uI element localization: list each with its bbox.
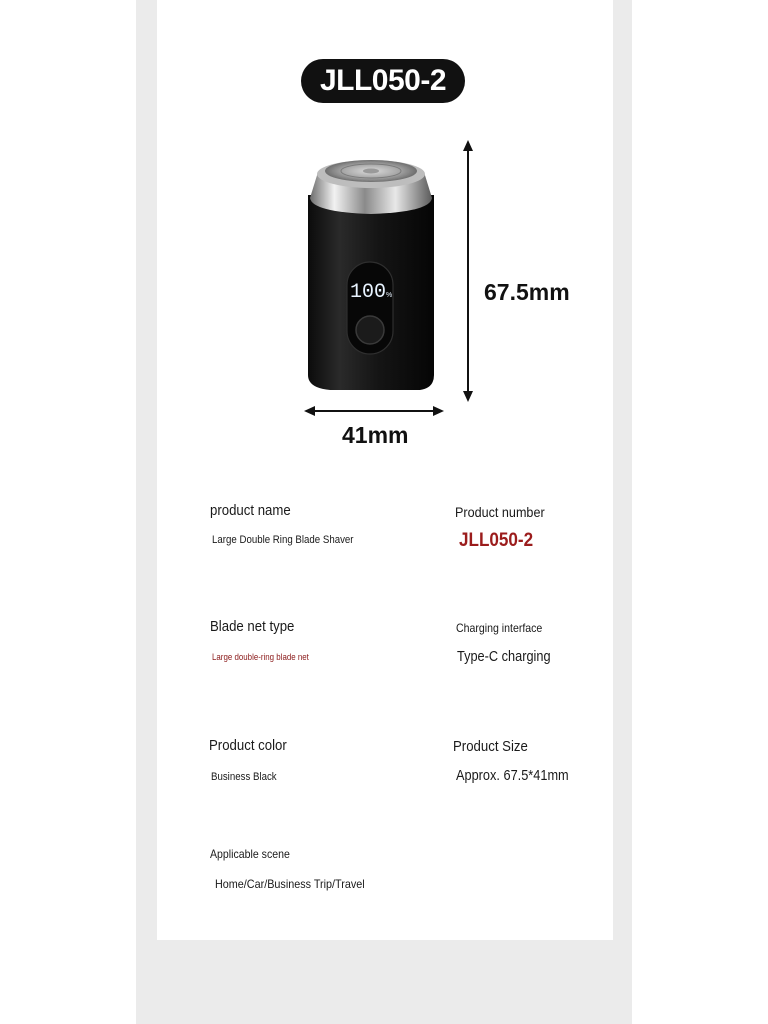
blade-net-label: Blade net type [210, 618, 295, 635]
product-size-value: Approx. 67.5*41mm [456, 767, 569, 784]
model-badge: JLL050-2 [301, 59, 465, 103]
height-dimension-arrow [458, 140, 478, 402]
product-number-value: JLL050-2 [459, 530, 534, 551]
blade-net-value: Large double-ring blade net [212, 652, 309, 662]
shaver-image [300, 150, 450, 395]
product-number-label: Product number [455, 504, 545, 520]
width-label: 41mm [342, 422, 409, 448]
applicable-scene-label: Applicable scene [210, 847, 290, 861]
battery-readout: 100 [349, 281, 387, 304]
height-label: 67.5mm [484, 279, 570, 305]
width-dimension-arrow [304, 403, 444, 419]
charging-label: Charging interface [456, 621, 543, 635]
product-name-label: product name [210, 502, 291, 519]
applicable-scene-value: Home/Car/Business Trip/Travel [215, 877, 365, 891]
charging-value: Type-C charging [457, 648, 551, 665]
battery-unit: % [386, 292, 393, 299]
product-size-label: Product Size [453, 738, 528, 755]
product-card [157, 0, 613, 940]
product-color-label: Product color [209, 737, 287, 754]
product-color-value: Business Black [211, 771, 277, 783]
product-name-value: Large Double Ring Blade Shaver [212, 534, 354, 546]
